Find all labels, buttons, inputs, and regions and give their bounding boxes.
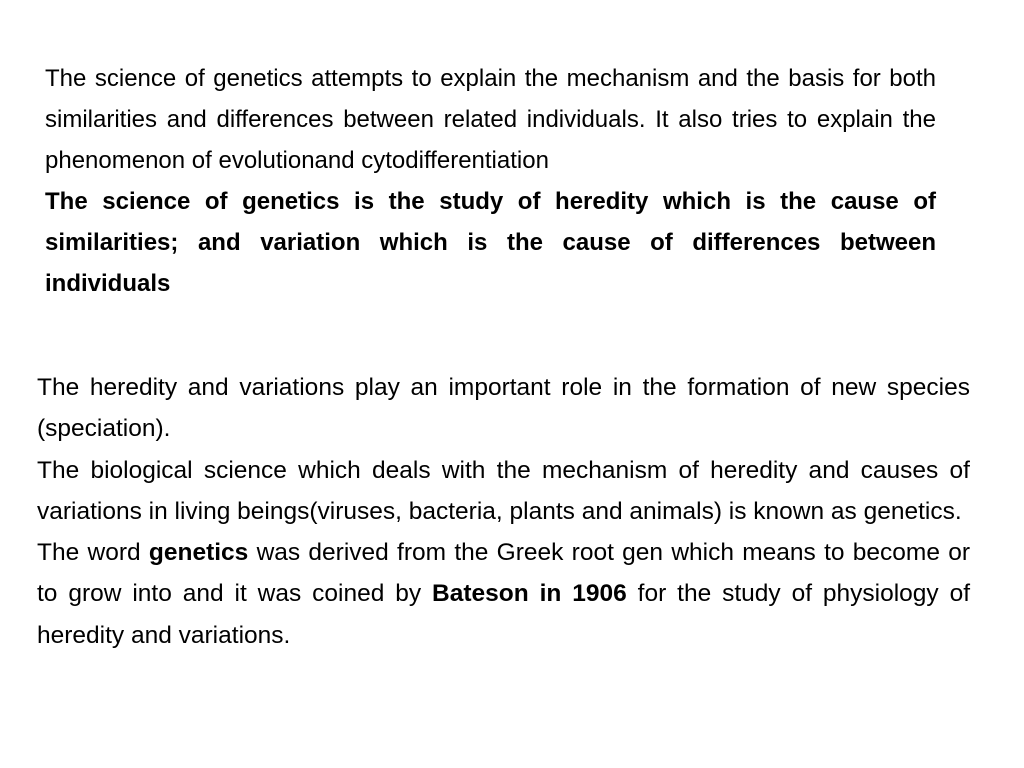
genetics-term: genetics <box>148 539 249 567</box>
word-origin-text-1: The word <box>37 539 149 567</box>
bateson-credit: Bateson in 1906 <box>432 580 627 608</box>
biological-science-paragraph: The biological science which deals with the mechanism of heredity and causes of variations in living beings(viruses, bacteria, plants and animals) is known as genetics. <box>37 456 970 525</box>
bottom-text-block <box>37 367 970 656</box>
word-origin-text-3: for the study of physiology of heredity and variations. <box>37 580 971 649</box>
top-text-block <box>45 58 936 304</box>
genetics-intro-paragraph: The science of genetics attempts to explain the mechanism and the basis for both similarities and differences between related individuals. It also tries to explain the phenomenon of evolutionand cytodifferentiation <box>45 65 936 174</box>
genetics-definition-paragraph: The science of genetics is the study of heredity which is the cause of similarities; and variation which is the cause of differences between individuals <box>45 188 936 297</box>
word-origin-paragraph <box>37 532 970 656</box>
word-origin-text-2: was derived from the Greek root gen which means to become or to grow into and it was coined by <box>37 539 971 608</box>
speciation-paragraph: The heredity and variations play an important role in the formation of new species (speciation). <box>37 374 970 443</box>
